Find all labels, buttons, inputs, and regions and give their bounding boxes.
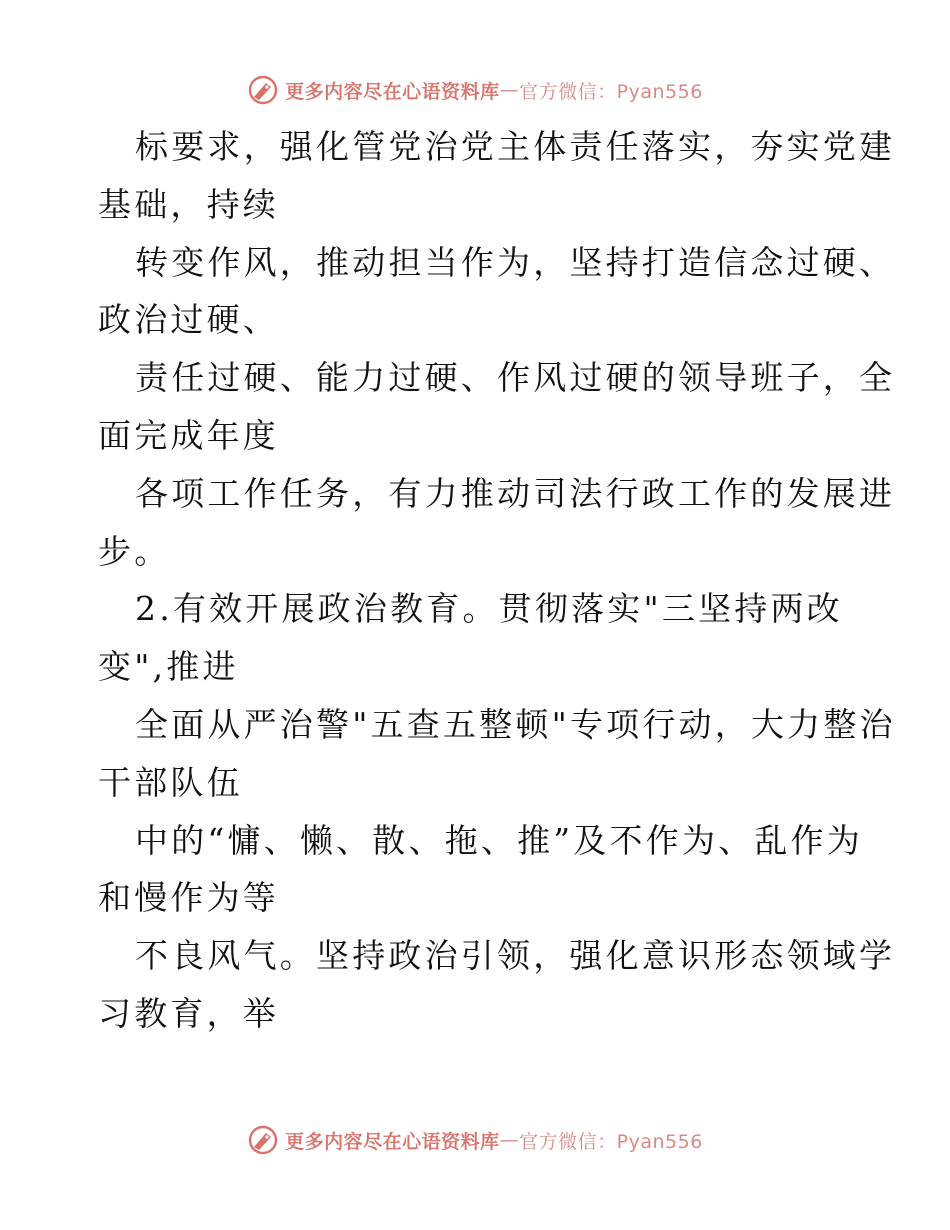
body-line: 干部队伍: [98, 762, 243, 802]
header-brand-text: 更多内容尽在心语资料库: [285, 80, 500, 103]
footer-separator: —: [499, 1129, 520, 1151]
document-body: [98, 118, 896, 1043]
header-contact-text: 官方微信：Pyan556: [519, 80, 703, 103]
body-line: 2.有效开展政治教育。贯彻落实"三坚持两改: [135, 589, 843, 629]
body-line: 不良风气。坚持政治引领，强化意识形态领域学: [135, 936, 896, 976]
body-line: 全面从严治警"五查五整顿"专项行动，大力整治: [135, 704, 896, 744]
body-line: 和慢作为等: [98, 878, 279, 918]
body-line: 变",推进: [98, 647, 239, 687]
body-line: 习教育，举: [98, 993, 279, 1033]
header-watermark: [0, 70, 950, 110]
body-line: 责任过硬、能力过硬、作风过硬的领导班子，全: [135, 358, 896, 398]
body-line: 各项工作任务，有力推动司法行政工作的发展进: [135, 473, 896, 513]
body-line: 中的“慵、懒、散、拖、推”及不作为、乱作为: [135, 820, 863, 860]
footer-contact-text: 官方微信：Pyan556: [519, 1130, 703, 1153]
body-line: 政治过硬、: [98, 300, 279, 340]
pen-nib-icon: [247, 74, 279, 106]
body-line: 步。: [98, 531, 171, 571]
body-line: 面完成年度: [98, 415, 279, 455]
pen-nib-icon: [247, 1124, 279, 1156]
body-line: 基础，持续: [98, 184, 279, 224]
body-line: 转变作风，推动担当作为，坚持打造信念过硬、: [135, 242, 896, 282]
footer-watermark: [0, 1120, 950, 1160]
footer-brand-text: 更多内容尽在心语资料库: [285, 1130, 500, 1153]
header-separator: —: [499, 79, 520, 101]
body-line: 标要求，强化管党治党主体责任落实，夯实党建: [135, 127, 896, 166]
